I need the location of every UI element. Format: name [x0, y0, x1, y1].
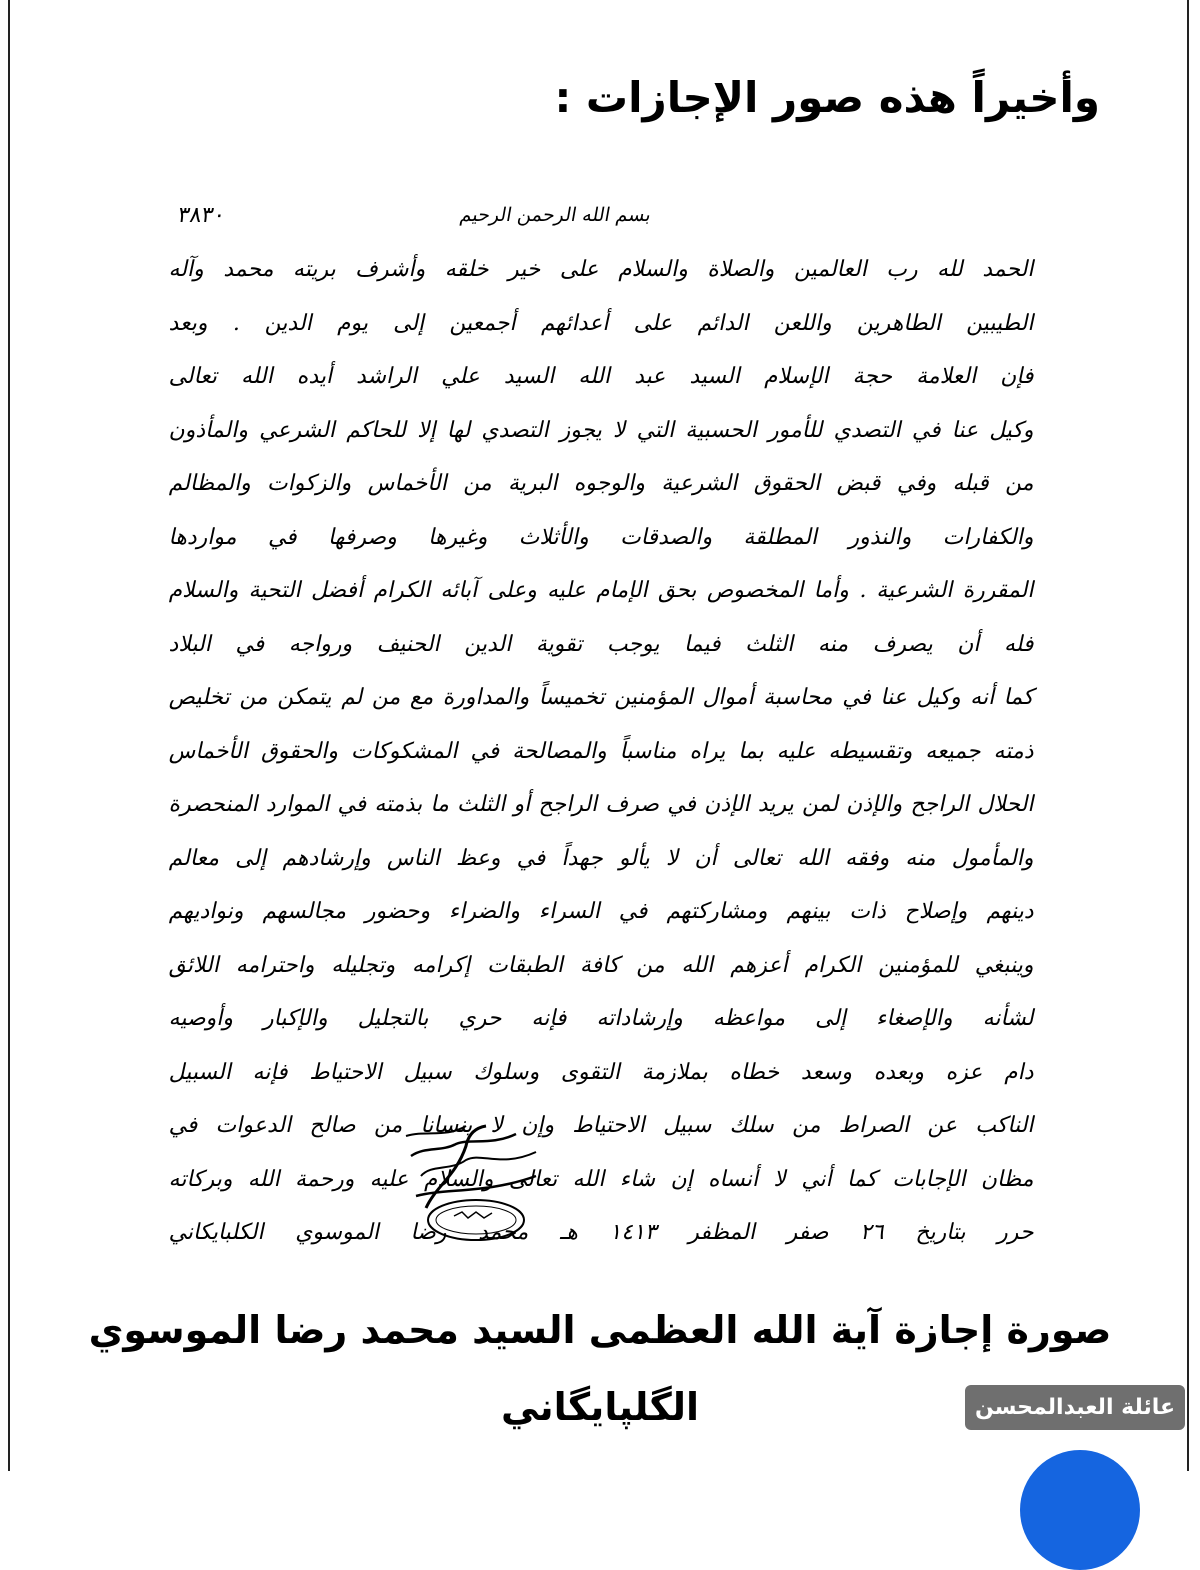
letter-line: وينبغي للمؤمنين الكرام أعزهم الله من كافة الطبقات إكرامه وتجليله واحترامه اللائق [167, 952, 1038, 978]
document-number: ٣٨٣٠ [176, 203, 228, 228]
letter-line: لشأنه والإصغاء إلى مواعظه وإرشاداته فإنه حري بالتجليل والإكبار وأوصيه [167, 1006, 1038, 1031]
letter-line: حرر بتاريخ ٢٦ صفر المظفر ١٤١٣ هـ محمد رضا الموسوي الكلبايكاني [167, 1220, 1038, 1245]
letter-line: الحمد لله رب العالمين والصلاة والسلام على خير خلقه وأشرف بريته محمد وآله [167, 257, 1038, 282]
signature-seal [396, 1116, 556, 1244]
page-heading: وأخيراً هذه صور الإجازات : [554, 73, 1100, 122]
letter-line: كما أنه وكيل عنا في محاسبة أموال المؤمنين تخميساً والمداورة مع من لم يتمكن من تخليص [167, 685, 1038, 710]
letter-line: الطيبين الطاهرين واللعن الدائم على أعدائهم أجمعين إلى يوم الدين . وبعد [167, 310, 1038, 336]
caption-line-2: الگلپايگاني [500, 1385, 700, 1429]
letter-line: ذمته جميعه وتقسيطه عليه بما يراه مناسباً والمصالحة في المشكوكات والحقوق الأخماس [167, 738, 1038, 764]
letter-line: وكيل عنا في التصدي للأمور الحسبية التي لا يجوز التصدي لها إلا للحاكم الشرعي والمأذون [167, 417, 1038, 443]
letter-line: فله أن يصرف منه الثلث فيما يوجب تقوية الدين الحنيف ورواجه في البلاد [167, 631, 1038, 657]
letter-line: والكفارات والنذور المطلقة والصدقات والأثلاث وغيرها وصرفها في مواردها [167, 524, 1038, 550]
caption-line-1: صورة إجازة آية الله العظمى السيد محمد رضا الموسوي [88, 1308, 1112, 1352]
handwritten-letter-body [167, 243, 1038, 1260]
corner-button-fragment[interactable] [1020, 1450, 1140, 1570]
letter-line: الناكب عن الصراط من سلك سبيل الاحتياط وإن لا ينسانا من صالح الدعوات في [167, 1113, 1038, 1138]
letter-line: والمأمول منه وفقه الله تعالى أن لا يألو جهداً في وعظ الناس وإرشادهم إلى معالم [167, 845, 1038, 871]
letter-line: المقررة الشرعية . وأما المخصوص بحق الإمام عليه وعلى آبائه الكرام أفضل التحية والسلام [167, 578, 1038, 603]
letter-line: دام عزه وبعده وسعد خطاه بملازمة التقوى وسلوك سبيل الاحتياط فإنه السبيل [167, 1059, 1038, 1085]
letter-line: من قبله وفي قبض الحقوق الشرعية والوجوه البرية من الأخماس والزكوات والمظالم [167, 471, 1038, 496]
page-border-left [8, 0, 10, 1471]
page-border-right [1187, 0, 1189, 1471]
watermark-badge: عائلة العبدالمحسن [965, 1385, 1185, 1430]
letter-line: فإن العلامة حجة الإسلام السيد عبد الله السيد علي الراشد أيده الله تعالى [167, 364, 1038, 389]
letter-line: مظان الإجابات كما أني لا أنساه إن شاء الله تعالى والسلام عليه ورحمة الله وبركاته [167, 1166, 1038, 1192]
letter-line: دينهم وإصلاح ذات بينهم ومشاركتهم في السراء والضراء وحضور مجالسهم ونواديهم [167, 899, 1038, 924]
basmala: بسم الله الرحمن الرحيم [458, 204, 653, 226]
letter-line: الحلال الراجح والإذن لمن يريد الإذن في صرف الراجح أو الثلث ما بذمته في الموارد المنحصرة [167, 792, 1038, 817]
